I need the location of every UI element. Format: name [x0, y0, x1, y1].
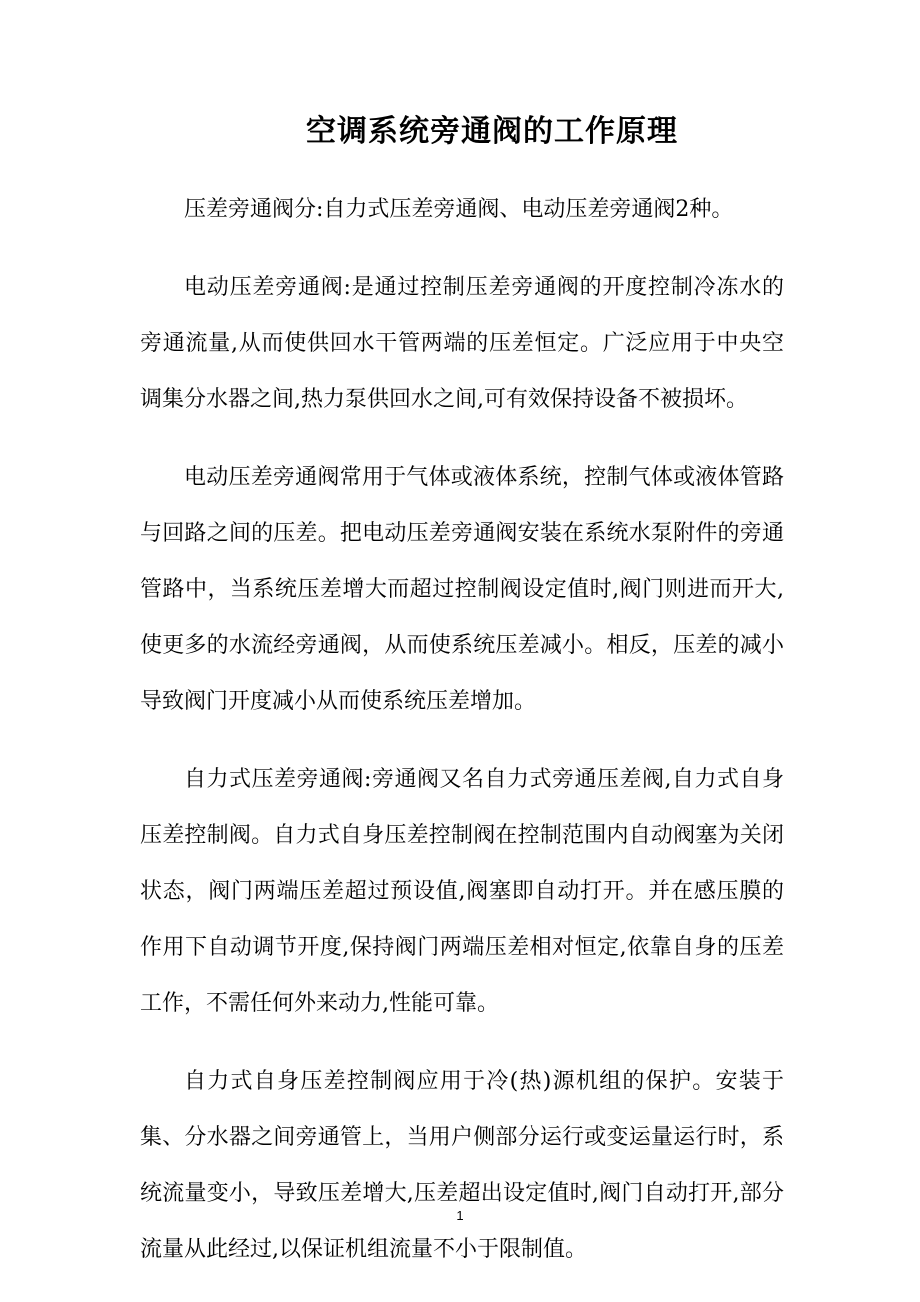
paragraph-3: 电动压差旁通阀常用于气体或液体系统，控制气体或液体管路与回路之间的压差。把电动压差旁通阀安装在系统水泵附件的旁通管路中，当系统压差增大而超过控制阀设定值时,阀门则进而开大,使更多的水流经旁通阀，从而使系统压差减小。相反，压差的减小导致阀门开度减小从而使系统压差增加。 [140, 465, 784, 714]
paragraph-4: 自力式压差旁通阀:旁通阀又名自力式旁通压差阀,自力式自身压差控制阀。自力式自身压差控制阀在控制范围内自动阀塞为关闭状态，阀门两端压差超过预设值,阀塞即自动打开。并在感压膜的作用下自动调节开度,保持阀门两端压差相对恒定,依靠自身的压差工作，不需任何外来动力,性能可靠。 [140, 767, 784, 1016]
paragraph-5: 自力式自身压差控制阀应用于冷(热)源机组的保护。安装于集、分水器之间旁通管上，当用户侧部分运行或变运量运行时，系统流量变小，导致压差增大,压差超出设定值时,阀门自动打开,部分流量从此经过,以保证机组流量不小于限制值。 [140, 1069, 784, 1262]
document-body [140, 182, 784, 1300]
document-title: 空调系统旁通阀的工作原理 [306, 114, 678, 149]
paragraph-1: 压差旁通阀分:自力式压差旁通阀、电动压差旁通阀2种。 [184, 197, 734, 222]
paragraph-2: 电动压差旁通阀:是通过控制压差旁通阀的开度控制冷冻水的旁通流量,从而使供回水干管两端的压差恒定。广泛应用于中央空调集分水器之间,热力泵供回水之间,可有效保持设备不被损坏。 [140, 275, 784, 412]
page-number: 1 [456, 1208, 464, 1223]
